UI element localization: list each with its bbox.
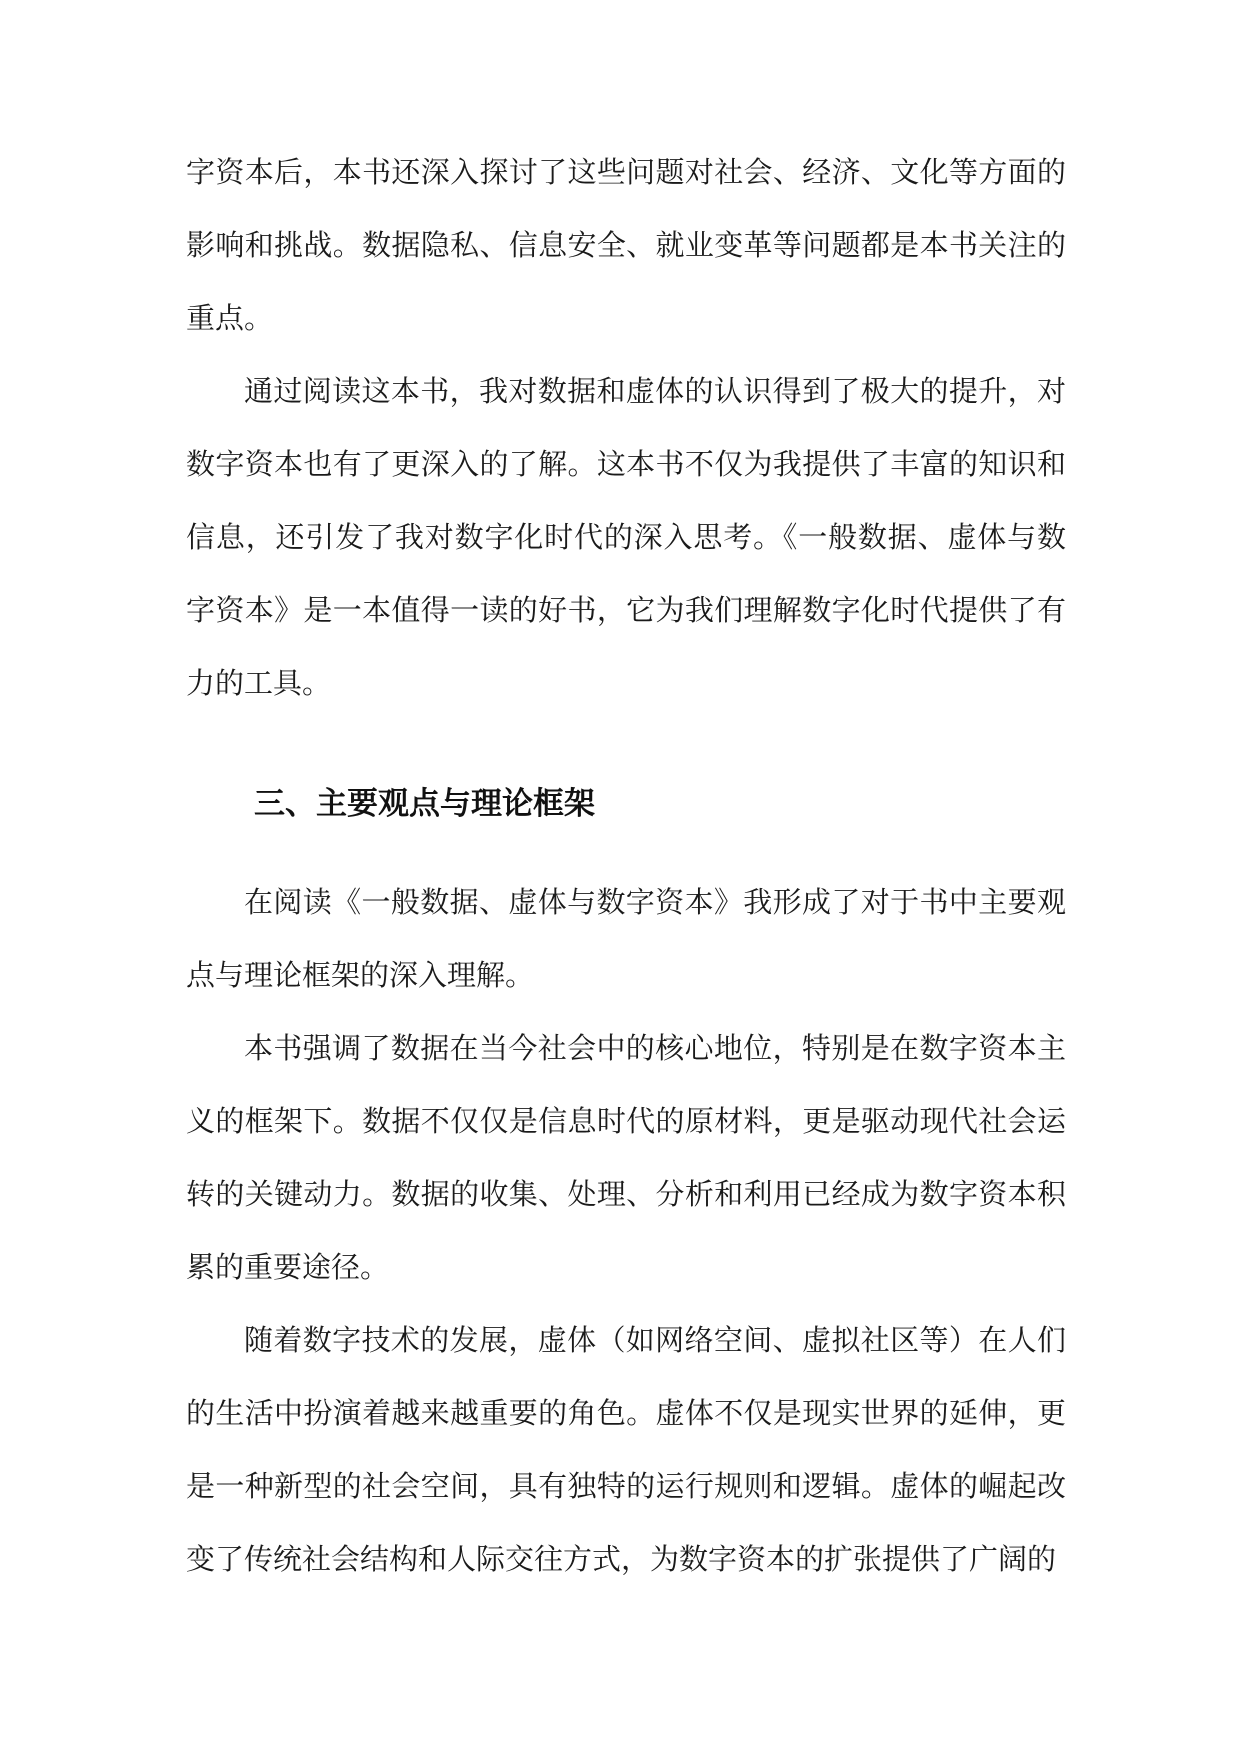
section-heading: 三、主要观点与理论框架: [254, 786, 595, 822]
paragraph-section-intro: 在阅读《一般数据、虚体与数字资本》我形成了对于书中主要观点与理论框架的深入理解。: [186, 885, 1066, 992]
paragraph-data-core: 本书强调了数据在当今社会中的核心地位，特别是在数字资本主义的框架下。数据不仅仅是信息时代的原材料，更是驱动现代社会运转的关键动力。数据的收集、处理、分析和利用已经成为数字资本积累的重要途径。: [186, 1031, 1066, 1284]
paragraph-virtual-body: 随着数字技术的发展，虚体（如网络空间、虚拟社区等）在人们的生活中扮演着越来越重要的角色。虚体不仅是现实世界的延伸，更是一种新型的社会空间，具有独特的运行规则和逻辑。虚体的崛起改变了传统社会结构和人际交往方式，为数字资本的扩张提供了广阔的: [186, 1323, 1066, 1576]
paragraph-continuation: 字资本后，本书还深入探讨了这些问题对社会、经济、文化等方面的影响和挑战。数据隐私、信息安全、就业变革等问题都是本书关注的重点。: [186, 155, 1066, 335]
paragraph-reading-reflection: 通过阅读这本书，我对数据和虚体的认识得到了极大的提升，对数字资本也有了更深入的了解。这本书不仅为我提供了丰富的知识和信息，还引发了我对数字化时代的深入思考。《一般数据、虚体与数字资本》是一本值得一读的好书，它为我们理解数字化时代提供了有力的工具。: [186, 374, 1066, 700]
